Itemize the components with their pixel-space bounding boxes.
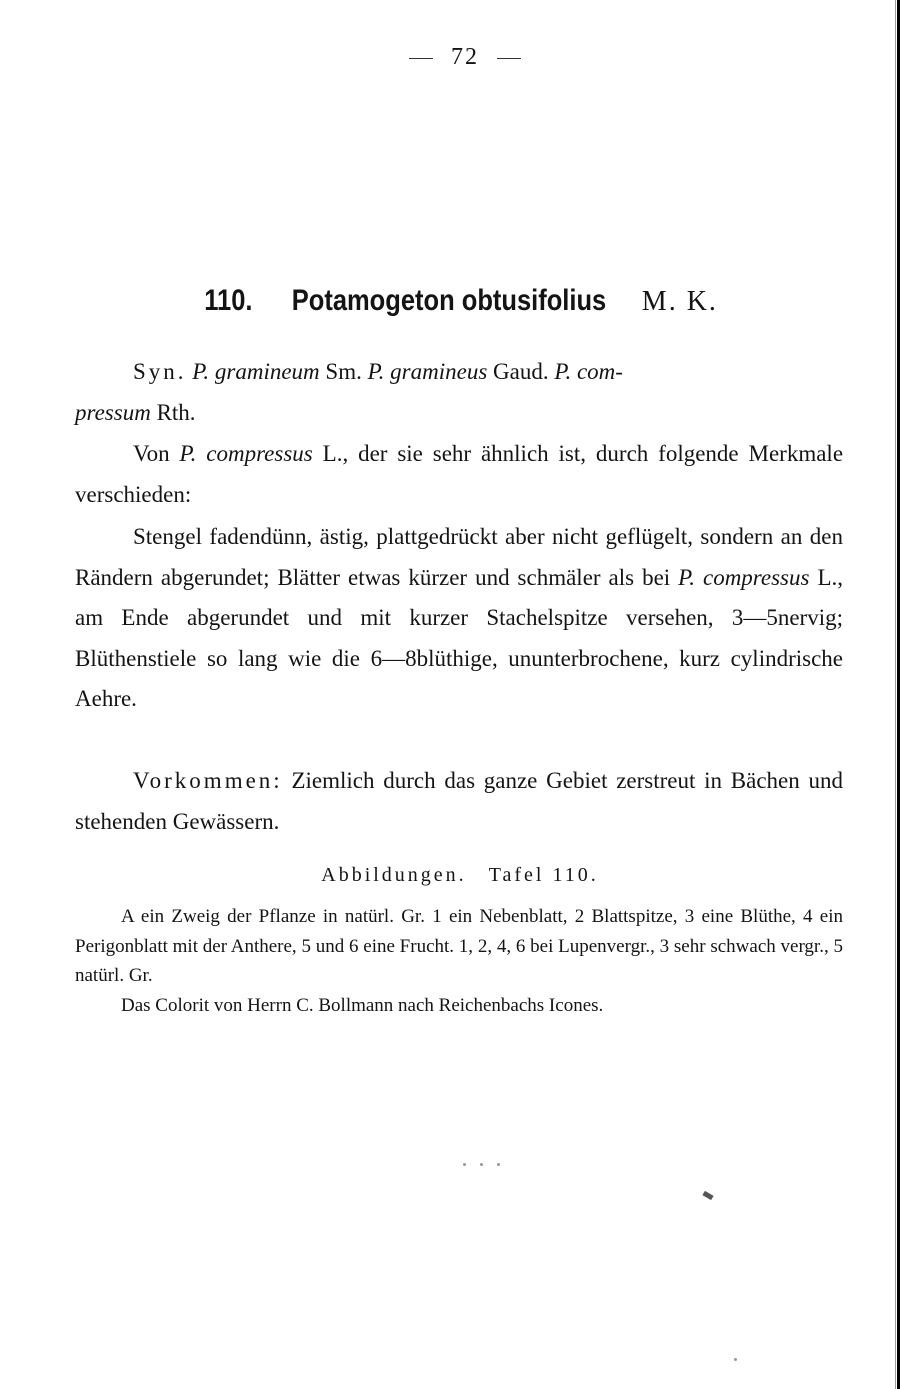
- occurrence-text: Ziemlich durch das ganze Gebiet zerstreut in Bächen und stehenden Gewässern.: [75, 768, 843, 834]
- syn-author-2: Gaud.: [493, 359, 549, 384]
- dash-left: [409, 58, 433, 59]
- illustrations-heading: [0, 864, 900, 887]
- description-paragraph: [75, 517, 843, 720]
- synonyms-paragraph: [75, 352, 843, 433]
- comparison-species: P. compressus: [179, 441, 313, 466]
- species-author: M. K.: [641, 286, 718, 317]
- description-species: P. compressus: [678, 564, 810, 590]
- speck-2: [480, 1163, 483, 1166]
- syn-species-3b: pressum: [75, 399, 151, 425]
- syn-species-2: P. gramineus: [367, 359, 488, 384]
- page-number-value: 72: [451, 44, 479, 70]
- illustrations-plate: Tafel 110.: [488, 864, 599, 886]
- comparison-paragraph: [75, 434, 843, 515]
- illustrations-credit-block: [75, 991, 843, 1021]
- syn-species-1: P. gramineum: [192, 359, 320, 384]
- syn-author-3: Rth.: [156, 399, 196, 425]
- species-title: [0, 284, 900, 318]
- page-number: [0, 44, 900, 71]
- syn-label: Syn.: [133, 359, 187, 384]
- species-number: 110.: [204, 284, 253, 317]
- illustrations-caption: [75, 902, 843, 991]
- speck-3: [497, 1163, 500, 1166]
- comparison-pre: Von: [133, 441, 170, 466]
- ink-fleck: [702, 1191, 713, 1200]
- dash-right: [497, 58, 521, 59]
- occurrence-label: Vorkommen:: [133, 768, 283, 793]
- speck-4: [734, 1358, 737, 1361]
- description-part1: Stengel fadendünn, ästig, plattgedrückt aber nicht geflügelt, sondern an den Rändern abgerundet; Blätter etwas kürzer und schmäler als bei: [75, 524, 843, 590]
- syn-author-1: Sm.: [325, 359, 362, 384]
- occurrence-paragraph: [75, 761, 843, 842]
- caption-text: A ein Zweig der Pflanze in natürl. Gr. 1 ein Nebenblatt, 2 Blattspitze, 3 eine Blüthe, 4 ein Perigonblatt mit der Anthere, 5 und 6 eine Frucht. 1, 2, 4, 6 bei Lupenvergr., 3 sehr schwach vergr., 5 natürl. Gr.: [75, 906, 843, 986]
- illustrations-label: Abbildungen.: [321, 864, 467, 886]
- caption-credit: Das Colorit von Herrn C. Bollmann nach Reichenbachs Icones.: [121, 995, 604, 1016]
- syn-species-3a: P. com-: [554, 359, 623, 384]
- description-part2: L., am Ende abgerundet und mit kurzer Stachelspitze versehen, 3—5nervig; Blüthenstiele so lang wie die 6—8blüthige, ununterbrochene, kurz cylindrische Aehre.: [75, 564, 844, 711]
- comparison-post: L., der sie sehr ähnlich ist, durch folgende Merkmale verschieden:: [75, 441, 844, 507]
- species-name: Potamogeton obtusifolius: [292, 284, 607, 317]
- speck-1: [463, 1163, 466, 1166]
